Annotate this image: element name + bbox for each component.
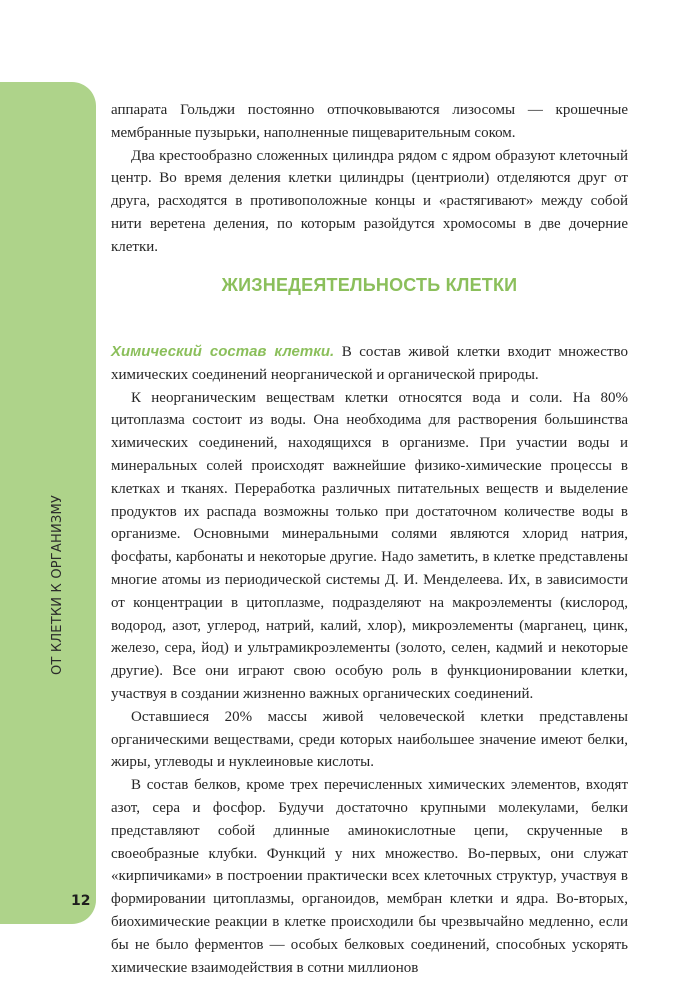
section-heading: ЖИЗНЕДЕЯТЕЛЬНОСТЬ КЛЕТКИ <box>221 275 518 295</box>
paragraph-inorganic: К неорганическим веществам клетки относятся вода и соли. На 80% цитоплазма состоит из воды. Она необходима для растворения большинства химических соединений, находящихся в организме. При участии воды и минеральных солей происходят важнейшие физико-химические процессы в клетках и тканях. Переработка различных питательных веществ и выделение продуктов их распада возможны только при достаточном количестве воды в организме. Основными минеральными солями являются хлорид натрия, фосфаты, карбонаты и некоторые другие. Надо заметить, в клетке представлены многие атомы из периодической системы Д. И. Менделеева. Их, в зависимости от концентрации в цитоплазме, подразделяют на макроэлементы (кислород, водород, азот, углерод, натрий, калий, хлор), микроэлементы (марганец, цинк, железо, сера, йод) и ультрамикроэлементы (золото, селен, кадмий и некоторые другие). Все они играют свою особую роль в функционировании клетки, участвуя в создании жизненно важных органических соединений. <box>111 389 628 702</box>
chapter-title: ОТ КЛЕТКИ К ОРГАНИЗМУ <box>50 495 65 675</box>
chapter-side-tab <box>0 82 96 924</box>
top-text-block <box>111 99 628 259</box>
paragraph-organic: Оставшиеся 20% массы живой человеческой клетки представлены органическими веществами, среди которых наибольшее значение имеют белки, жиры, углеводы и нуклеиновые кислоты. <box>111 708 628 771</box>
paragraph-proteins: В состав белков, кроме трех перечисленных химических элементов, входят азот, сера и фосфор. Будучи достаточно крупными молекулами, белки представляют собой длинные аминокислотные цепи, скрученные в своеобразные клубки. Функций у них множество. Во-первых, они служат «кирпичиками» в построении практически всех клеточных структур, участвуя в формировании цитоплазмы, органоидов, мембран клетки и ядра. Во-вторых, биохимические реакции в клетке происходили бы чрезвычайно медленно, если бы не было ферментов — особых белковых соединений, способных ускорять химические взаимодействия в сотни миллионов <box>111 777 628 976</box>
paragraph-cell-center: Два крестообразно сложенных цилиндра рядом с ядром образуют клеточный центр. Во время деления клетки цилиндры (центриоли) отделяются друг от друга, расходятся в противоположные концы и «растягивают» между собой нити веретена деления, по которым разойдутся хромосомы в две дочерние клетки. <box>111 147 628 255</box>
main-text-block <box>111 341 628 979</box>
lead-in-title: Химический состав клетки. <box>111 343 335 360</box>
paragraph-lysosomes: аппарата Гольджи постоянно отпочковываются лизосомы — крошечные мембранные пузырьки, наполненные пищеварительным соком. <box>111 102 628 141</box>
lead-paragraph-text: В состав живой клетки входит множество химических соединений неорганической и органической природы. <box>111 344 628 383</box>
lead-paragraph <box>111 341 628 387</box>
page-number: 12 <box>71 893 91 909</box>
